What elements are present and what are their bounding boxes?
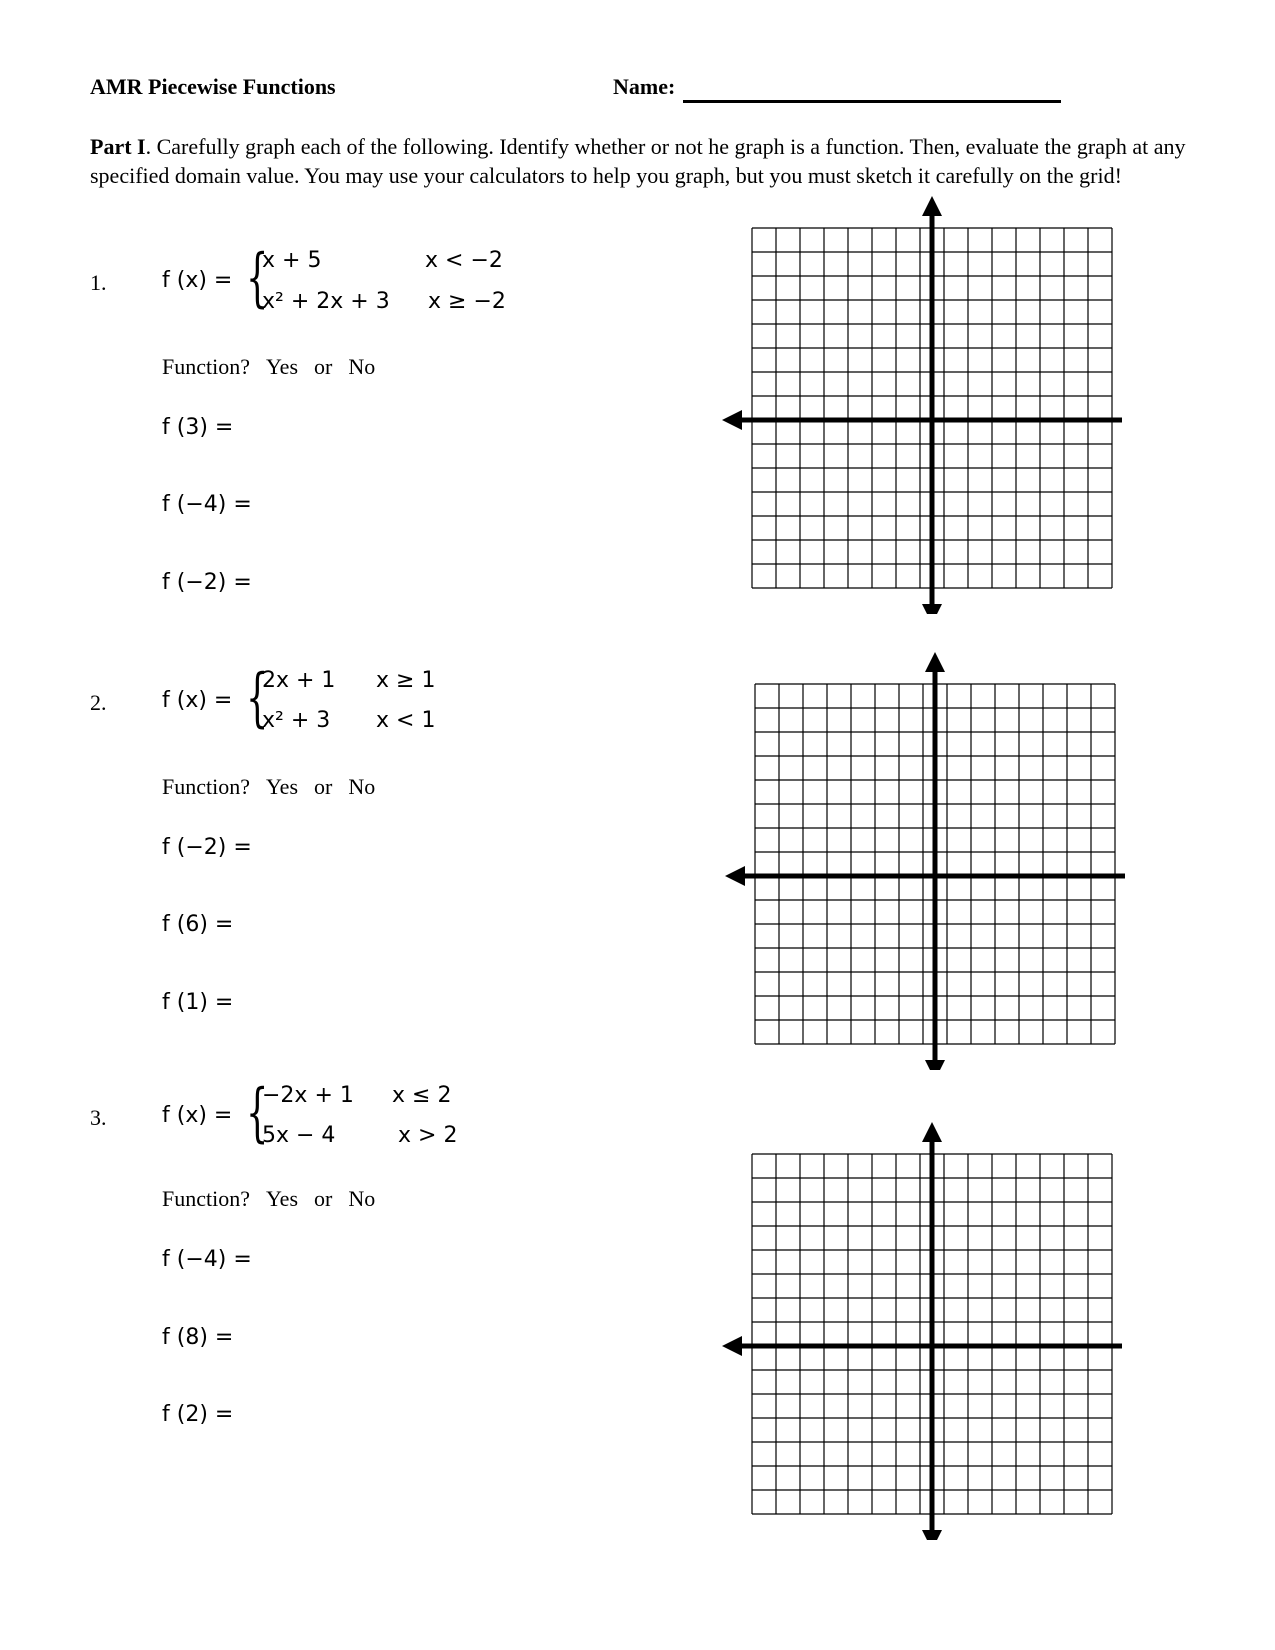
piecewise-brace: {: [246, 661, 269, 735]
case-condition: x ≥ −2: [428, 289, 506, 314]
coordinate-grid[interactable]: [722, 1122, 1122, 1540]
function-label: f (x) =: [162, 688, 233, 713]
evaluation-prompt: f (3) =: [162, 415, 234, 440]
evaluation-prompt: f (−2) =: [162, 835, 252, 860]
function-label: f (x) =: [162, 1103, 233, 1128]
function-question-label: Function?: [162, 354, 250, 379]
evaluation-prompt: f (−4) =: [162, 492, 252, 517]
axis-arrow-icon: [922, 1530, 942, 1540]
coordinate-grid[interactable]: [722, 196, 1122, 614]
case-expression: x + 5: [262, 248, 322, 273]
axis-arrow-icon: [722, 410, 742, 430]
evaluation-prompt: f (6) =: [162, 912, 234, 937]
evaluation-prompt: f (2) =: [162, 1402, 234, 1427]
function-label: f (x) =: [162, 268, 233, 293]
evaluation-prompt: f (8) =: [162, 1325, 234, 1350]
problem-number: 3.: [90, 1105, 107, 1130]
axis-arrow-icon: [722, 1336, 742, 1356]
or-text: or: [314, 354, 333, 379]
function-question-label: Function?: [162, 774, 250, 799]
case-expression: 2x + 1: [262, 668, 336, 693]
axis-arrow-icon: [925, 652, 945, 672]
case-condition: x < 1: [376, 708, 436, 733]
piecewise-brace: {: [246, 1076, 269, 1150]
no-option[interactable]: No: [348, 354, 376, 379]
case-condition: x > 2: [398, 1123, 458, 1148]
axis-arrow-icon: [925, 1060, 945, 1070]
no-option[interactable]: No: [348, 1186, 376, 1211]
evaluation-prompt: f (−2) =: [162, 570, 252, 595]
case-condition: x ≤ 2: [392, 1083, 452, 1108]
or-text: or: [314, 774, 333, 799]
function-question-label: Function?: [162, 1186, 250, 1211]
name-label: Name:: [613, 74, 676, 99]
case-expression: x² + 2x + 3: [262, 289, 390, 314]
part-label: Part I: [90, 134, 146, 159]
evaluation-prompt: f (1) =: [162, 990, 234, 1015]
axis-arrow-icon: [922, 196, 942, 216]
problem-number: 1.: [90, 270, 107, 295]
coordinate-grid[interactable]: [725, 652, 1125, 1070]
case-expression: −2x + 1: [262, 1083, 354, 1108]
piecewise-brace: {: [246, 241, 269, 315]
case-expression: x² + 3: [262, 708, 331, 733]
instructions-text: . Carefully graph each of the following. Identify whether or not he graph is a function. Then, evaluate the graph at any specified domain value. You may use your calculators to help you graph, but you must sketch it carefully on the grid!: [90, 134, 1186, 188]
function-question: [162, 774, 391, 800]
name-blank-line[interactable]: [683, 100, 1061, 103]
axis-arrow-icon: [725, 866, 745, 886]
axis-arrow-icon: [922, 604, 942, 614]
worksheet-title: AMR Piecewise Functions: [90, 74, 336, 99]
no-option[interactable]: No: [348, 774, 376, 799]
case-expression: 5x − 4: [262, 1123, 336, 1148]
yes-option[interactable]: Yes: [266, 354, 299, 379]
or-text: or: [314, 1186, 333, 1211]
axis-arrow-icon: [922, 1122, 942, 1142]
problem-number: 2.: [90, 690, 107, 715]
instructions: [90, 132, 1200, 190]
yes-option[interactable]: Yes: [266, 1186, 299, 1211]
function-question: [162, 354, 391, 380]
function-question: [162, 1186, 391, 1212]
yes-option[interactable]: Yes: [266, 774, 299, 799]
case-condition: x < −2: [425, 248, 503, 273]
case-condition: x ≥ 1: [376, 668, 436, 693]
evaluation-prompt: f (−4) =: [162, 1247, 252, 1272]
